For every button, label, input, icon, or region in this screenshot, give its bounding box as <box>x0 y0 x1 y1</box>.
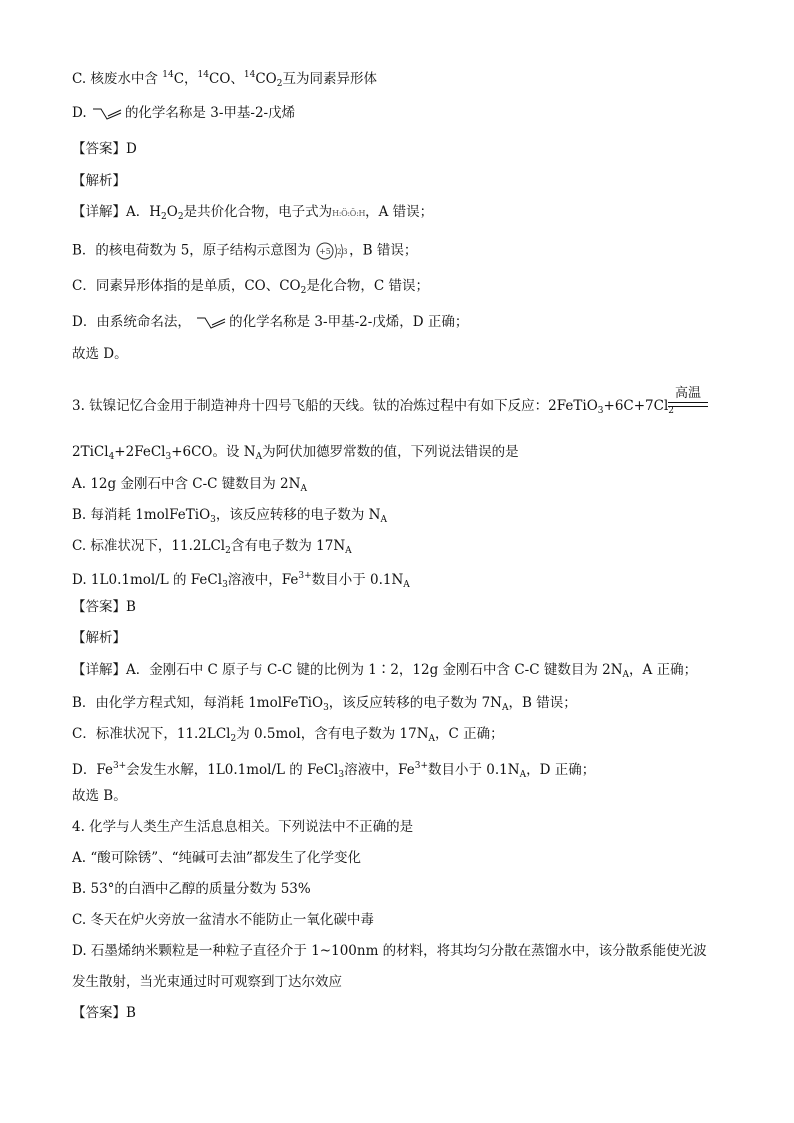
q3-analysis-label: 【解析】 <box>72 630 126 646</box>
q4-option-d-line1: D. 石墨烯纳米颗粒是一种粒子直径介于 1~100nm 的材料，将其均匀分散在蒸馏水中，该分散系能使光波 <box>72 943 707 959</box>
reaction-condition: 高温 <box>668 382 708 407</box>
q4-option-a: A. “酸可除锈”、“纯碱可去油”都发生了化学变化 <box>72 850 361 866</box>
q2-analysis-label: 【解析】 <box>72 173 126 189</box>
q3-option-b: B. 每消耗 1molFeTiO$_3$，该反应转移的电子数为 $N_A$ <box>72 507 387 525</box>
q2-detail-a: 【详解】A．$H_2O_2$是共价化合物，电子式为H:Ö:Ö:H，A 错误； <box>72 204 434 222</box>
q3-detail-d: D．$Fe^{3+}$会发生水解，1L0.1mol/L 的 FeCl$_3$溶液中，$Fe^{3+}$数目小于 $0.1N_A$，D 正确； <box>72 761 596 780</box>
q2-detail-b: B．的核电荷数为 5，原子结构示意图为 +5 2 3 ，B 错误； <box>72 240 417 262</box>
electron-formula: H:Ö:Ö:H <box>332 209 366 218</box>
q3-option-a: A. 12g 金刚石中含 C-C 键数目为 $2N_A$ <box>72 476 307 494</box>
skeletal-formula-icon <box>195 314 229 332</box>
q3-detail-b: B．由化学方程式知，每消耗 1molFeTiO$_3$，该反应转移的电子数为 $7N_A$，B 错误； <box>72 695 577 713</box>
q3-option-d: D. 1L0.1mol/L 的 FeCl$_3$溶液中，$Fe^{3+}$数目小于 $0.1N_A$ <box>72 571 410 590</box>
q4-option-d-line2: 发生散射，当光束通过时可观察到丁达尔效应 <box>72 974 342 990</box>
q3-detail-a: 【详解】A．金刚石中 C 原子与 C-C 键的比例为 1∶2，12g 金刚石中含 C-C 键数目为 $2N_A$，A 正确； <box>72 662 698 680</box>
q2-option-c: C. 核废水中含 $^{14}$C，$^{14}$CO、$^{14}CO_2$互为同素异形体 <box>72 70 377 89</box>
atom-core-label: +5 <box>319 247 332 256</box>
q3-stem-line2: 2TiCl$_4$+2FeCl$_3$+6CO。设 $N_A$为阿伏加德罗常数的值，下列说法错误的是 <box>72 444 519 462</box>
q2-detail-c: C．同素异形体指的是单质，CO、$CO_2$是化合物，C 错误； <box>72 278 429 296</box>
skeletal-formula-icon <box>91 105 125 123</box>
q3-answer: 【答案】B <box>72 599 136 615</box>
q3-stem-line1: 3. 钛镍记忆合金用于制造神舟十四号飞船的天线。钛的冶炼过程中有如下反应：$2FeTiO_3+6C+7Cl_2$ <box>72 398 675 416</box>
q2-answer: 【答案】D <box>72 141 137 157</box>
q2-conclusion: 故选 D。 <box>72 346 128 362</box>
atom-shell1-label: 2 <box>337 248 342 256</box>
q3-option-c: C. 标准状况下，11.2LCl$_2$含有电子数为 $17N_A$ <box>72 538 352 556</box>
q3-detail-c: C．标准状况下，11.2LCl$_2$为 0.5mol，含有电子数为 $17N_A$，C 正确； <box>72 726 504 744</box>
q2-option-d: D. 的化学名称是 3-甲基-2-戊烯 <box>72 105 296 121</box>
atom-shell2-label: 3 <box>343 248 348 256</box>
atom-structure-icon <box>315 240 349 262</box>
q3-conclusion: 故选 B。 <box>72 788 127 804</box>
q4-option-c: C. 冬天在炉火旁放一盆清水不能防止一氧化碳中毒 <box>72 912 374 928</box>
q4-option-b: B. 53°的白酒中乙醇的质量分数为 53% <box>72 881 311 897</box>
q2-detail-d: D．由系统命名法， 的化学名称是 3-甲基-2-戊烯，D 正确； <box>72 314 469 330</box>
q4-answer: 【答案】B <box>72 1005 136 1021</box>
q4-stem: 4. 化学与人类生产生活息息相关。下列说法中不正确的是 <box>72 819 414 835</box>
